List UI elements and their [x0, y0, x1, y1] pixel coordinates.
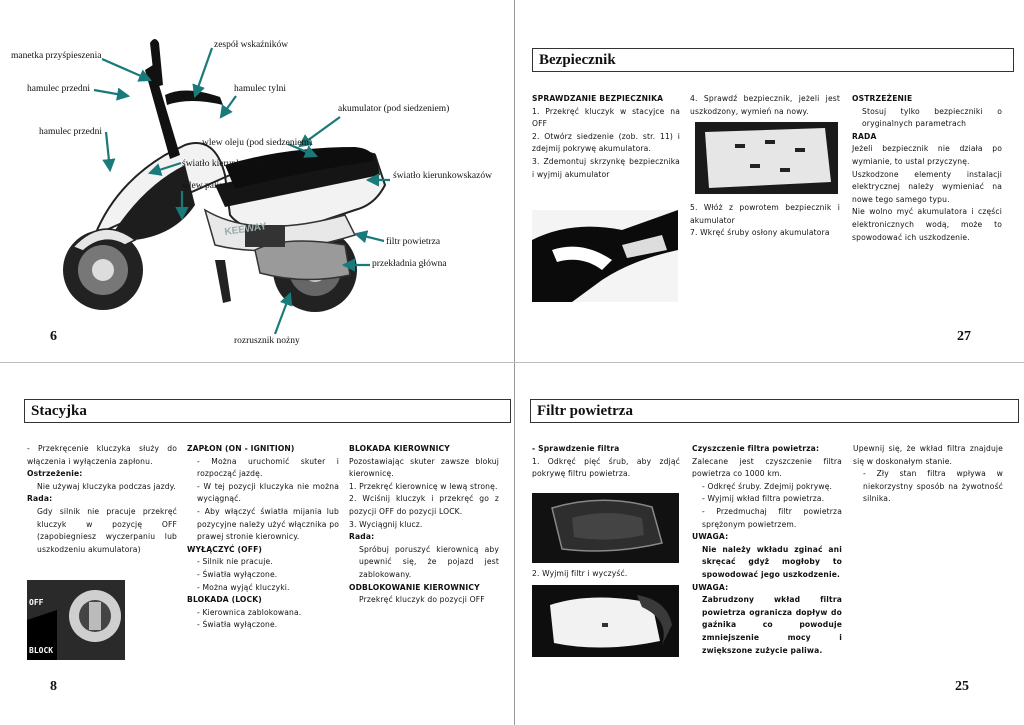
steering-lock-tip-text: Spróbuj poruszyć kierownicą aby upewnić się, że pojazd jest zablokowany. [359, 544, 499, 579]
airfilter-clean-item-2: - Wyjmij wkład filtra powietrza. [702, 494, 825, 504]
airfilter-step-2: 2. Wyjmij filtr i wyczyść. [532, 569, 628, 578]
page-number-8: 8 [50, 679, 57, 694]
fuse-step-4: 4. Sprawdź bezpiecznik, jeżeli jest uszkodzony, wymień na nowy. [690, 94, 840, 116]
label-front-brake-1: hamulec przedni [27, 84, 91, 94]
steering-lock-step-3: 3. Wyciągnij klucz. [349, 519, 423, 529]
ignition-on-heading: ZAPŁON (ON - IGNITION) [187, 444, 295, 453]
label-kick-starter: rozrusznik nożny [234, 336, 300, 346]
fuse-step-5: 5. Włóż z powrotem bezpiecznik i akumulator [690, 203, 840, 225]
ignition-photo-label-off: OFF [29, 598, 44, 607]
fuse-tip-text-1: Jeżeli bezpiecznik nie działa po wymianie, to ustal przyczynę. [852, 144, 1002, 166]
ignition-lock-item-1: - Kierownica zablokowana. [197, 607, 302, 617]
page-number-25: 25 [955, 679, 969, 694]
fuse-photo-2 [695, 122, 838, 194]
fuse-photo-1 [532, 210, 678, 302]
airfilter-warning-1-text: Nie należy wkładu zginać ani skręcać gdyż mogłoby to spowodować jego uszkodzenie. [702, 544, 842, 579]
ignition-on-item-2: - W tej pozycji kluczyka nie można wyciągnąć. [197, 481, 339, 504]
airfilter-warning-2-heading: UWAGA: [692, 582, 729, 592]
airfilter-photo-2 [532, 585, 679, 657]
label-fuel-inlet: wlew paliwa [182, 181, 231, 191]
airfilter-warning-1-heading: UWAGA: [692, 532, 729, 542]
fuse-step-3: 3. Zdemontuj skrzynkę bezpiecznika i wyjmij akumulator [532, 156, 680, 179]
ignition-warning-heading: Ostrzeżenie: [27, 469, 83, 479]
label-indicator-light-2: światło kierunkowskazów [393, 171, 492, 181]
ignition-column-2 [187, 443, 339, 632]
page-6 [0, 0, 514, 362]
label-transmission: przekładnia główna [372, 259, 447, 269]
airfilter-column-3 [853, 443, 1003, 506]
ignition-tip-text: Gdy silnik nie pracuje przekręć kluczyk w pozycję OFF (zapobiegniesz wyczerpaniu lub uszkodzeniu akumulatora) [37, 506, 177, 554]
steering-lock-tip-heading: Rada: [349, 532, 375, 542]
fuse-column-3 [852, 93, 1002, 244]
fuse-step-1: 1. Przekręć kluczyk w stacyjce na OFF [532, 106, 680, 129]
steering-lock-step-2: 2. Wciśnij kluczyk i przekręć go z pozycji OFF do pozycji LOCK. [349, 494, 499, 516]
page-number-6: 6 [50, 329, 57, 344]
airfilter-column-2 [692, 443, 842, 657]
steering-unlock-text: Przekręć kluczyk do pozycji OFF [359, 595, 485, 605]
airfilter-step-1: 1. Odkręć pięć śrub, aby zdjąć pokrywę filtru powietrza. [532, 456, 680, 479]
airfilter-column-1-bottom [532, 568, 680, 581]
ignition-photo [27, 580, 125, 660]
ignition-lock-item-2: - Światła wyłączone. [197, 620, 278, 630]
brand-text: KEEWAY [223, 221, 268, 238]
label-battery: akumulator (pod siedzeniem) [338, 104, 450, 114]
label-front-brake-2: hamulec przedni [39, 127, 103, 137]
ignition-column-3 [349, 443, 499, 607]
label-air-filter: filtr powietrza [386, 237, 441, 247]
airfilter-photo-1 [532, 493, 679, 563]
steering-lock-step-1: 1. Przekręć kierownicę w lewą stronę. [349, 481, 498, 491]
ignition-photo-label-block: BLOCK [29, 646, 54, 655]
airfilter-clean-heading: Czyszczenie filtra powietrza: [692, 444, 820, 453]
page-title-bezpiecznik: Bezpiecznik [532, 48, 1014, 72]
fuse-warning-heading: OSTRZEŻENIE [852, 94, 913, 103]
label-rear-brake: hamulec tylni [234, 84, 286, 94]
page-8 [0, 363, 514, 725]
label-throttle: manetka przyśpieszenia [11, 51, 102, 61]
page-title-filtr-powietrza: Filtr powietrza [530, 399, 1019, 423]
page-number-27: 27 [957, 329, 971, 344]
fuse-tip-text-3: Nie wolno myć akumulatora i części elektronicznych wodą, może to spowodować ich uszkodzenie. [852, 207, 1002, 242]
ignition-off-item-1: - Silnik nie pracuje. [197, 557, 273, 567]
ignition-on-item-3: - Aby włączyć światła mijania lub pozycyjne należy użyć włącznika po prawej stronie kierownicy. [197, 506, 339, 542]
label-gauges: zespół wskaźników [214, 40, 289, 50]
airfilter-clean-item-3: - Przedmuchaj filtr powietrza sprężonym powietrzem. [702, 506, 842, 529]
fuse-tip-text-2: Uszkodzone elementy instalacji elektrycznej należy wymieniać na nowe tego samego typu. [852, 169, 1002, 204]
label-oil-inlet: wlew oleju (pod siedzeniem) [202, 138, 313, 148]
fuse-column-2-bottom [690, 202, 840, 240]
fuse-column-1 [532, 93, 680, 181]
ignition-lock-heading: BLOKADA (LOCK) [187, 595, 262, 605]
ignition-column-1 [27, 443, 177, 556]
fuse-step-7: 7. Wkręć śruby osłony akumulatora [690, 228, 830, 238]
ignition-tip-heading: Rada: [27, 494, 53, 504]
airfilter-clean-item-1: - Odkręć śruby. Zdejmij pokrywę. [702, 481, 833, 491]
airfilter-condition-note: - Zły stan filtra wpływa w niekorzystny sposób na żywotność silnika. [863, 469, 1003, 504]
fuse-step-2: 2. Otwórz siedzenie (zob. str. 11) i zdejmij pokrywę akumulatora. [532, 131, 680, 154]
fuse-check-heading: SPRAWDZANIE BEZPIECZNIKA [532, 94, 664, 103]
steering-lock-heading: BLOKADA KIEROWNICY [349, 444, 450, 453]
airfilter-warning-2-text: Zabrudzony wkład filtra powietrza ogranicza dopływ do gaźnika co powoduje zmniejszenie mocy i zwiększone zużycie paliwa. [702, 595, 842, 655]
label-indicator-light-1: światło kierunkowskazów [182, 159, 281, 169]
fuse-warning-text: Stosuj tylko bezpieczniki o oryginalnych parametrach [862, 106, 1002, 129]
fuse-tip-heading: RADA [852, 131, 877, 141]
steering-unlock-heading: ODBLOKOWANIE KIEROWNICY [349, 582, 480, 592]
ignition-warning-text: Nie używaj kluczyka podczas jazdy. [37, 481, 176, 491]
ignition-off-heading: WYŁĄCZYĆ (OFF) [187, 544, 263, 554]
ignition-off-item-2: - Światła wyłączone. [197, 569, 278, 579]
steering-lock-intro: Pozostawiając skuter zawsze blokuj kierownicę. [349, 456, 499, 479]
airfilter-check-heading: - Sprawdzenie filtra [532, 444, 620, 453]
ignition-intro: - Przekręcenie kluczyka służy do włączenia i wyłączenia zapłonu. [27, 444, 177, 466]
airfilter-clean-intro: Zalecane jest czyszczenie filtra powietrza co 1000 km. [692, 456, 842, 479]
ignition-off-item-3: - Można wyjąć kluczyki. [197, 582, 290, 592]
airfilter-column-1 [532, 443, 680, 481]
airfilter-condition-text: Upewnij się, że wkład filtra znajduje się w doskonałym stanie. [853, 444, 1003, 466]
page-title-stacyjka: Stacyjka [24, 399, 511, 423]
fuse-column-2 [690, 93, 840, 118]
page-25 [515, 363, 1024, 725]
ignition-on-item-1: - Można uruchomić skuter i rozpocząć jazdę. [197, 456, 339, 479]
page-27 [515, 0, 1024, 362]
